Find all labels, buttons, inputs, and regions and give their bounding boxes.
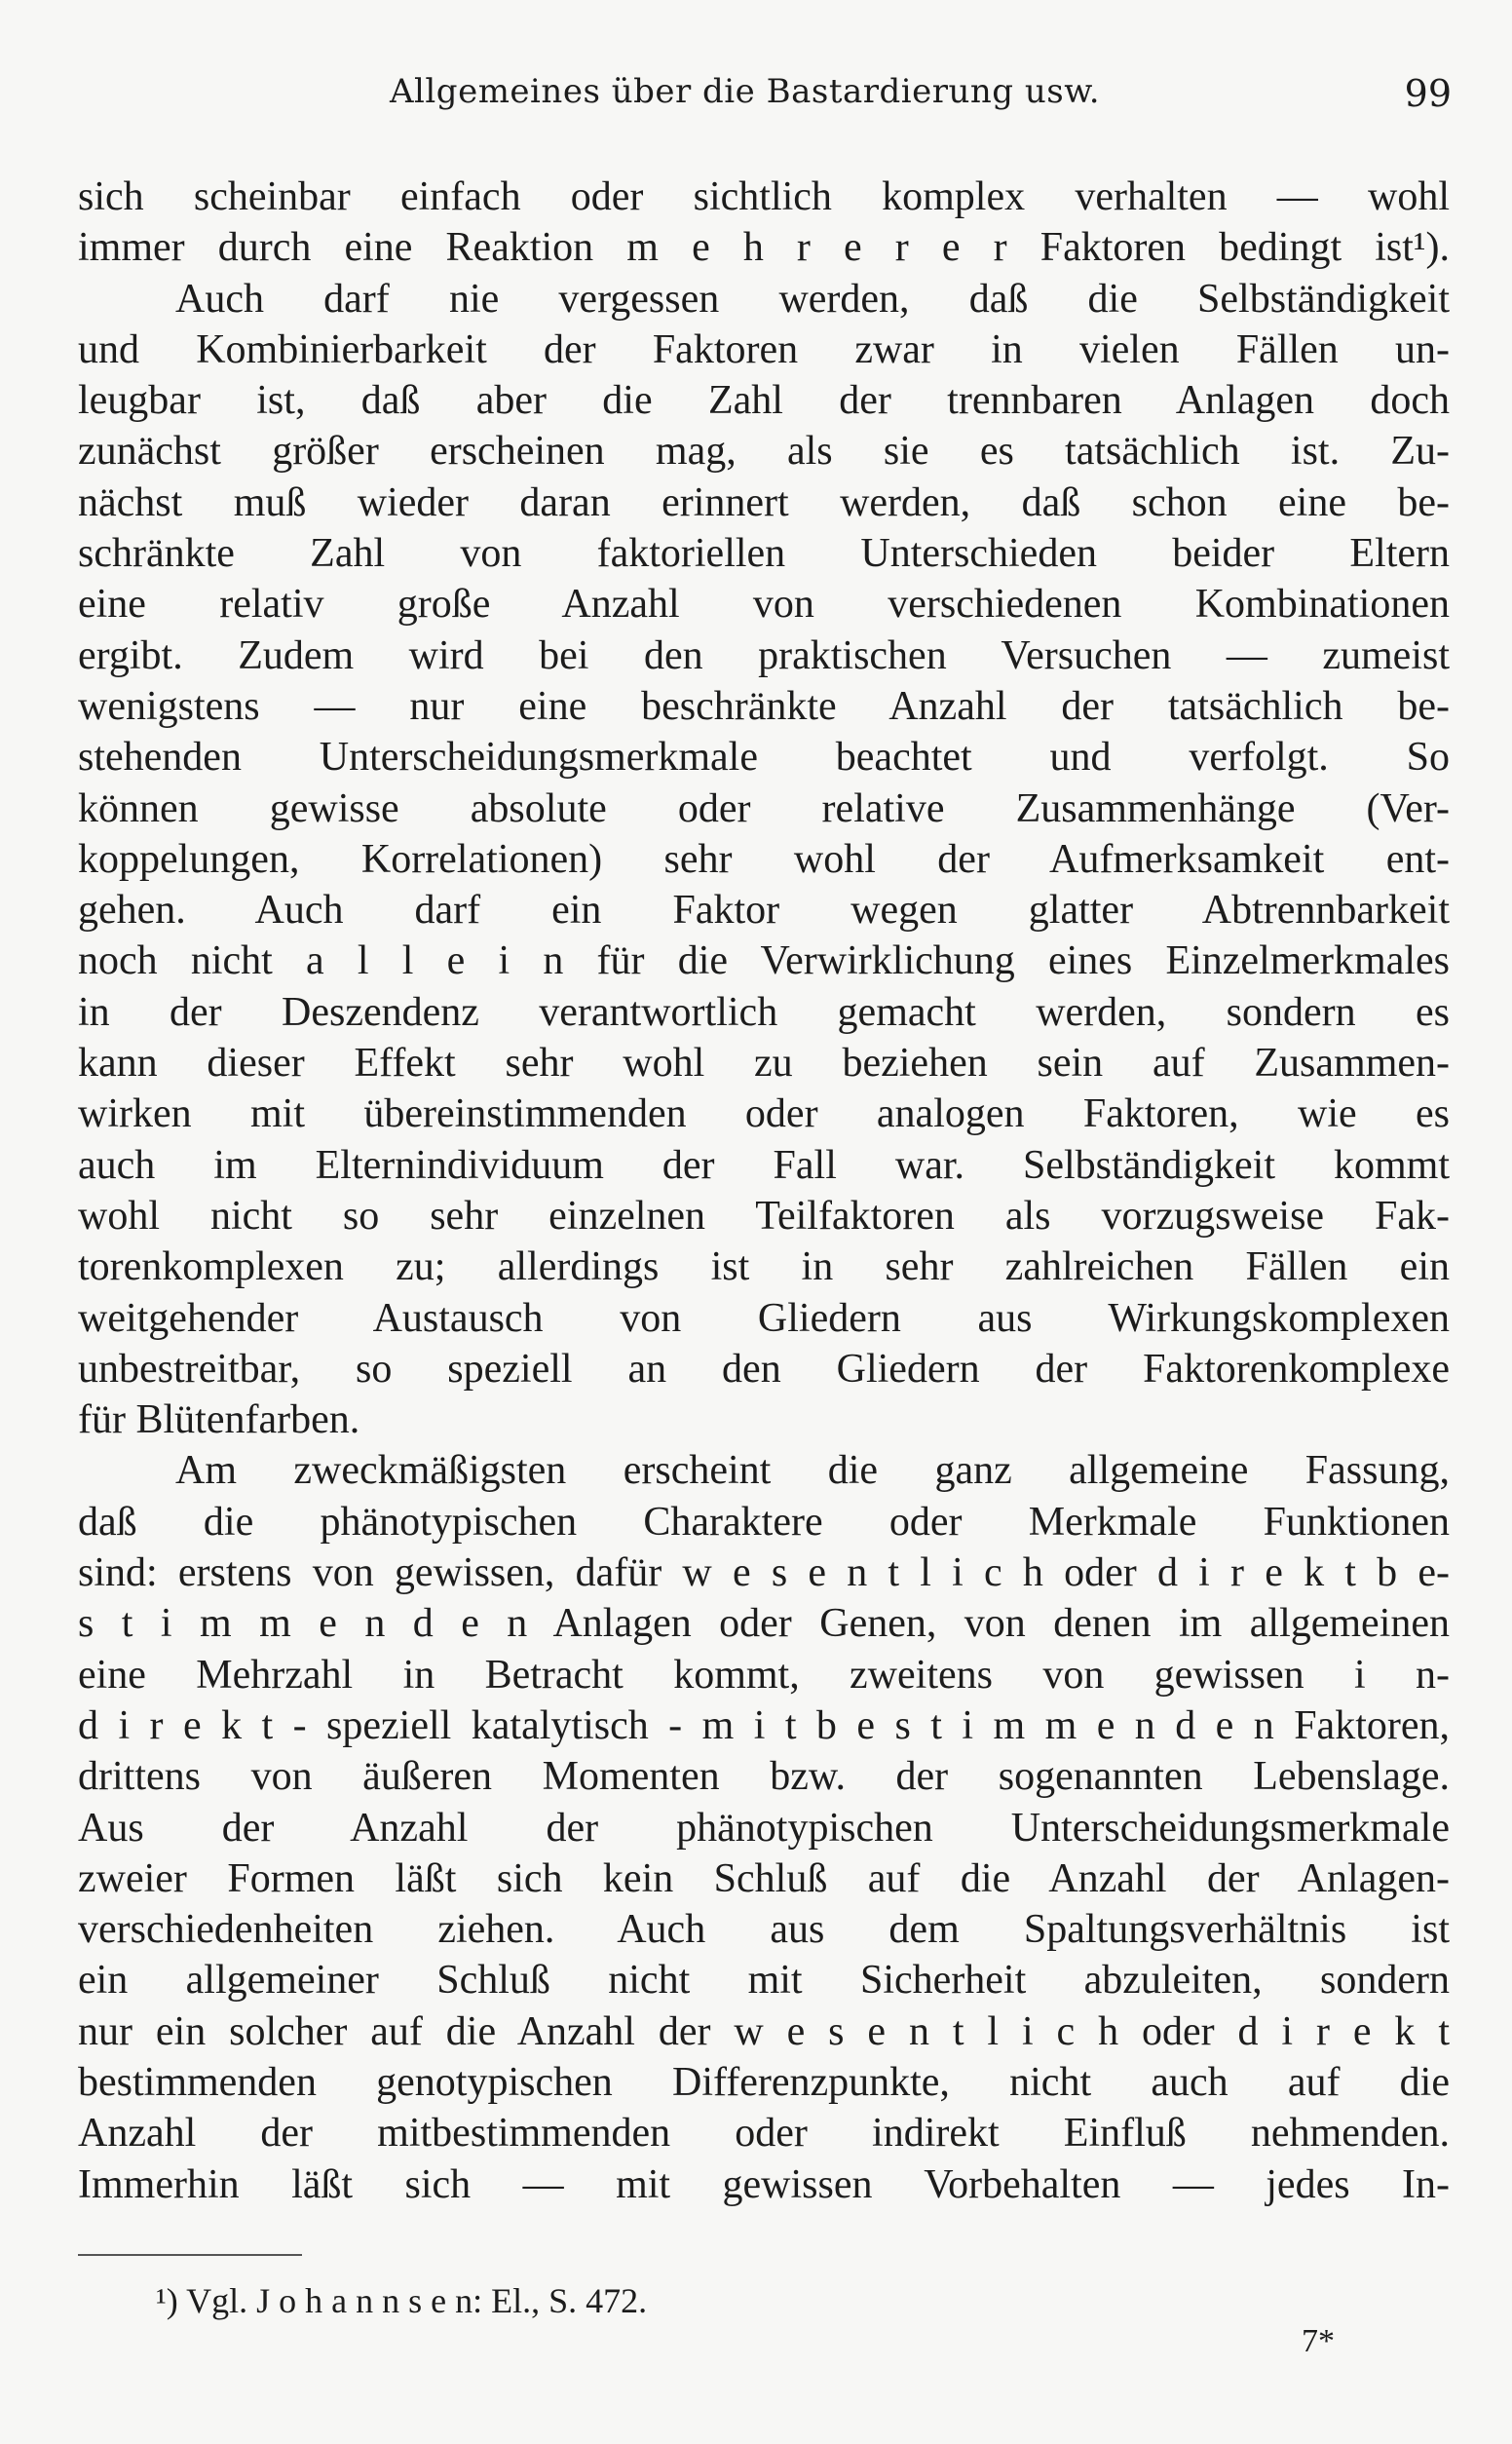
- text-line: noch nicht a l l e i n für die Verwirklichung eines Einzelmerkmales: [78, 938, 1450, 984]
- text-line: daß die phänotypischen Charaktere oder Merkmale Funktionen: [78, 1499, 1450, 1545]
- page-number: 99: [1404, 72, 1452, 115]
- text-line: immer durch eine Reaktion m e h r e r e r Faktoren bedingt ist¹).: [78, 225, 1450, 271]
- text-line: Auch darf nie vergessen werden, daß die Selbständigkeit: [175, 276, 1450, 322]
- text-line: schränkte Zahl von faktoriellen Unterschieden beider Eltern: [78, 531, 1450, 577]
- running-head: Allgemeines über die Bastardierung usw.: [390, 72, 1101, 111]
- text-line: Anzahl der mitbestimmenden oder indirekt Einfluß nehmenden.: [78, 2111, 1450, 2157]
- text-line: weitgehender Austausch von Gliedern aus Wirkungskomplexen: [78, 1295, 1450, 1341]
- text-line: zweier Formen läßt sich kein Schluß auf die Anzahl der Anlagen-: [78, 1855, 1450, 1901]
- signature-mark: 7*: [1302, 2323, 1335, 2359]
- footnote: [156, 2280, 647, 2321]
- text-line: zunächst größer erscheinen mag, als sie es tatsächlich ist. Zu-: [78, 429, 1450, 475]
- text-line: wenigstens — nur eine beschränkte Anzahl der tatsächlich be-: [78, 683, 1450, 729]
- text-line: für Blütenfarben.: [78, 1397, 360, 1443]
- text-line: und Kombinierbarkeit der Faktoren zwar in vielen Fällen un-: [78, 326, 1450, 372]
- text-line: unbestreitbar, so speziell an den Gliedern der Faktorenkomplexe: [78, 1346, 1450, 1392]
- text-line: nächst muß wieder daran erinnert werden, daß schon eine be-: [78, 479, 1450, 525]
- text-line: wohl nicht so sehr einzelnen Teilfaktoren als vorzugsweise Fak-: [78, 1193, 1450, 1239]
- text-line: sind: erstens von gewissen, dafür w e s e n t l i c h oder d i r e k t b e-: [78, 1550, 1450, 1596]
- text-line: können gewisse absolute oder relative Zusammenhänge (Ver-: [78, 785, 1450, 831]
- text-line: verschiedenheiten ziehen. Auch aus dem Spaltungsverhältnis ist: [78, 1907, 1450, 1953]
- footnote-divider: [78, 2254, 302, 2256]
- text-line: wirken mit übereinstimmenden oder analogen Faktoren, wie es: [78, 1091, 1450, 1137]
- text-line: koppelungen, Korrelationen) sehr wohl der Aufmerksamkeit ent-: [78, 836, 1450, 882]
- text-line: nur ein solcher auf die Anzahl der w e s e n t l i c h oder d i r e k t: [78, 2008, 1450, 2054]
- text-line: bestimmenden genotypischen Differenzpunkte, nicht auch auf die: [78, 2059, 1450, 2105]
- text-line: auch im Elternindividuum der Fall war. Selbständigkeit kommt: [78, 1142, 1450, 1188]
- text-line: stehenden Unterscheidungsmerkmale beachtet und verfolgt. So: [78, 735, 1450, 781]
- text-line: Aus der Anzahl der phänotypischen Unterscheidungsmerkmale: [78, 1805, 1450, 1851]
- text-line: d i r e k t - speziell katalytisch - m i t b e s t i m m e n d e n Faktoren,: [78, 1702, 1450, 1748]
- text-line: torenkomplexen zu; allerdings ist in sehr zahlreichen Fällen ein: [78, 1244, 1450, 1290]
- text-line: in der Deszendenz verantwortlich gemacht werden, sondern es: [78, 989, 1450, 1035]
- text-line: Immerhin läßt sich — mit gewissen Vorbehalten — jedes In-: [78, 2161, 1450, 2207]
- text-line: drittens von äußeren Momenten bzw. der sogenannten Lebenslage.: [78, 1754, 1450, 1800]
- text-line: eine Mehrzahl in Betracht kommt, zweitens von gewissen i n-: [78, 1652, 1450, 1698]
- text-line: ein allgemeiner Schluß nicht mit Sicherheit abzuleiten, sondern: [78, 1958, 1450, 2004]
- text-line: Am zweckmäßigsten erscheint die ganz allgemeine Fassung,: [175, 1448, 1450, 1494]
- text-line: kann dieser Effekt sehr wohl zu beziehen sein auf Zusammen-: [78, 1041, 1450, 1087]
- text-line: sich scheinbar einfach oder sichtlich komplex verhalten — wohl: [78, 174, 1450, 219]
- footnote-marker: ¹): [156, 2281, 178, 2320]
- text-line: s t i m m e n d e n Anlagen oder Genen, von denen im allgemeinen: [78, 1601, 1450, 1647]
- text-line: gehen. Auch darf ein Faktor wegen glatter Abtrennbarkeit: [78, 888, 1450, 934]
- text-line: ergibt. Zudem wird bei den praktischen Versuchen — zumeist: [78, 632, 1450, 678]
- body-text: [78, 172, 1450, 2210]
- footnote-text: Vgl. J o h a n n s e n: El., S. 472.: [186, 2281, 648, 2320]
- page-header: [78, 72, 1452, 131]
- text-line: leugbar ist, daß aber die Zahl der trennbaren Anlagen doch: [78, 378, 1450, 424]
- text-line: eine relativ große Anzahl von verschiedenen Kombinationen: [78, 582, 1450, 628]
